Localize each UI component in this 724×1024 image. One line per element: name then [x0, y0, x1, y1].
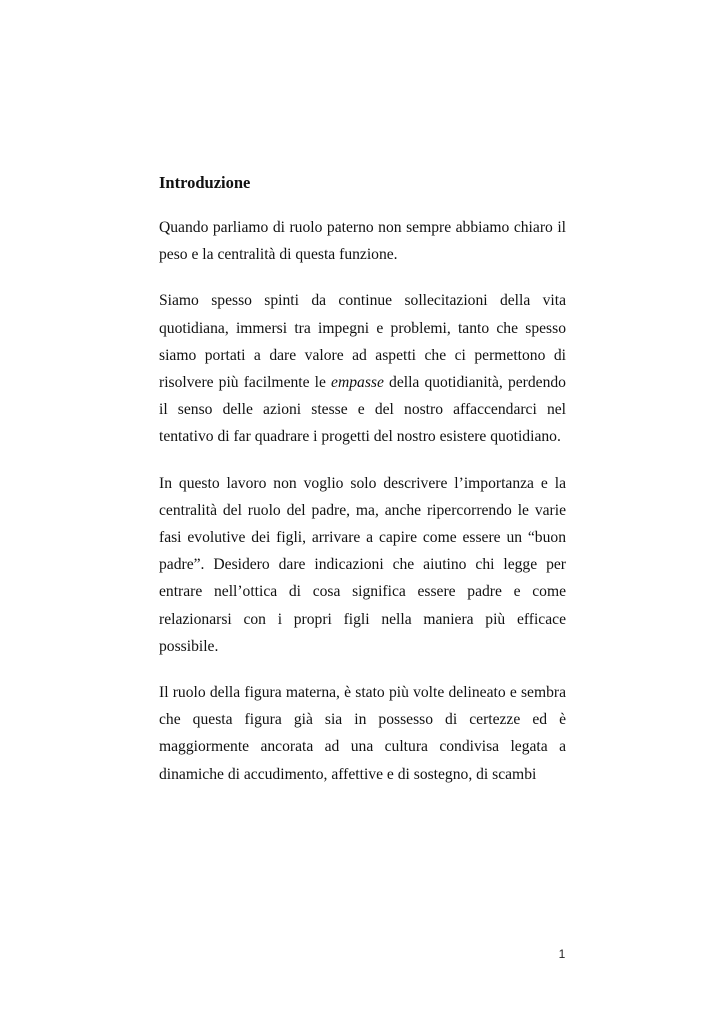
- paragraph-3: In questo lavoro non voglio solo descrivere l’importanza e la centralità del ruolo del padre, ma, anche ripercorrendo le varie fasi evolutive dei figli, arrivare a capire come essere un “buon padre”. Desidero dare indicazioni che aiutino chi legge per entrare nell’ottica di cosa significa essere padre e come relazionarsi con i propri figli nella maniera più efficace possibile.: [159, 474, 566, 655]
- paragraph-2: [159, 287, 566, 450]
- section-heading: Introduzione: [159, 173, 251, 192]
- paragraph-1: Quando parliamo di ruolo paterno non sempre abbiamo chiaro il peso e la centralità di questa funzione.: [159, 219, 566, 264]
- page-body: [159, 170, 566, 807]
- paragraph-2-text-before: Siamo spesso spinti da continue sollecitazioni della vita quotidiana, immersi tra impegni e problemi, tanto che spesso siamo portati a dare valore ad aspetti che ci permettono di risolvere più facilmente le: [159, 292, 566, 392]
- page-number: 1: [558, 947, 566, 961]
- paragraph-2-emphasis: empasse: [331, 374, 384, 392]
- paragraph-2-text-after: della quotidianità, perdendo il senso delle azioni stesse e del nostro affaccendarci nel tentativo di far quadrare i progetti del nostro esistere quotidiano.: [159, 374, 566, 446]
- paragraph-4: Il ruolo della figura materna, è stato più volte delineato e sembra che questa figura già sia in possesso di certezze ed è maggiormente ancorata ad una cultura condivisa legata a dinamiche di accudimento, affettive e di sostegno, di scambi: [159, 684, 566, 783]
